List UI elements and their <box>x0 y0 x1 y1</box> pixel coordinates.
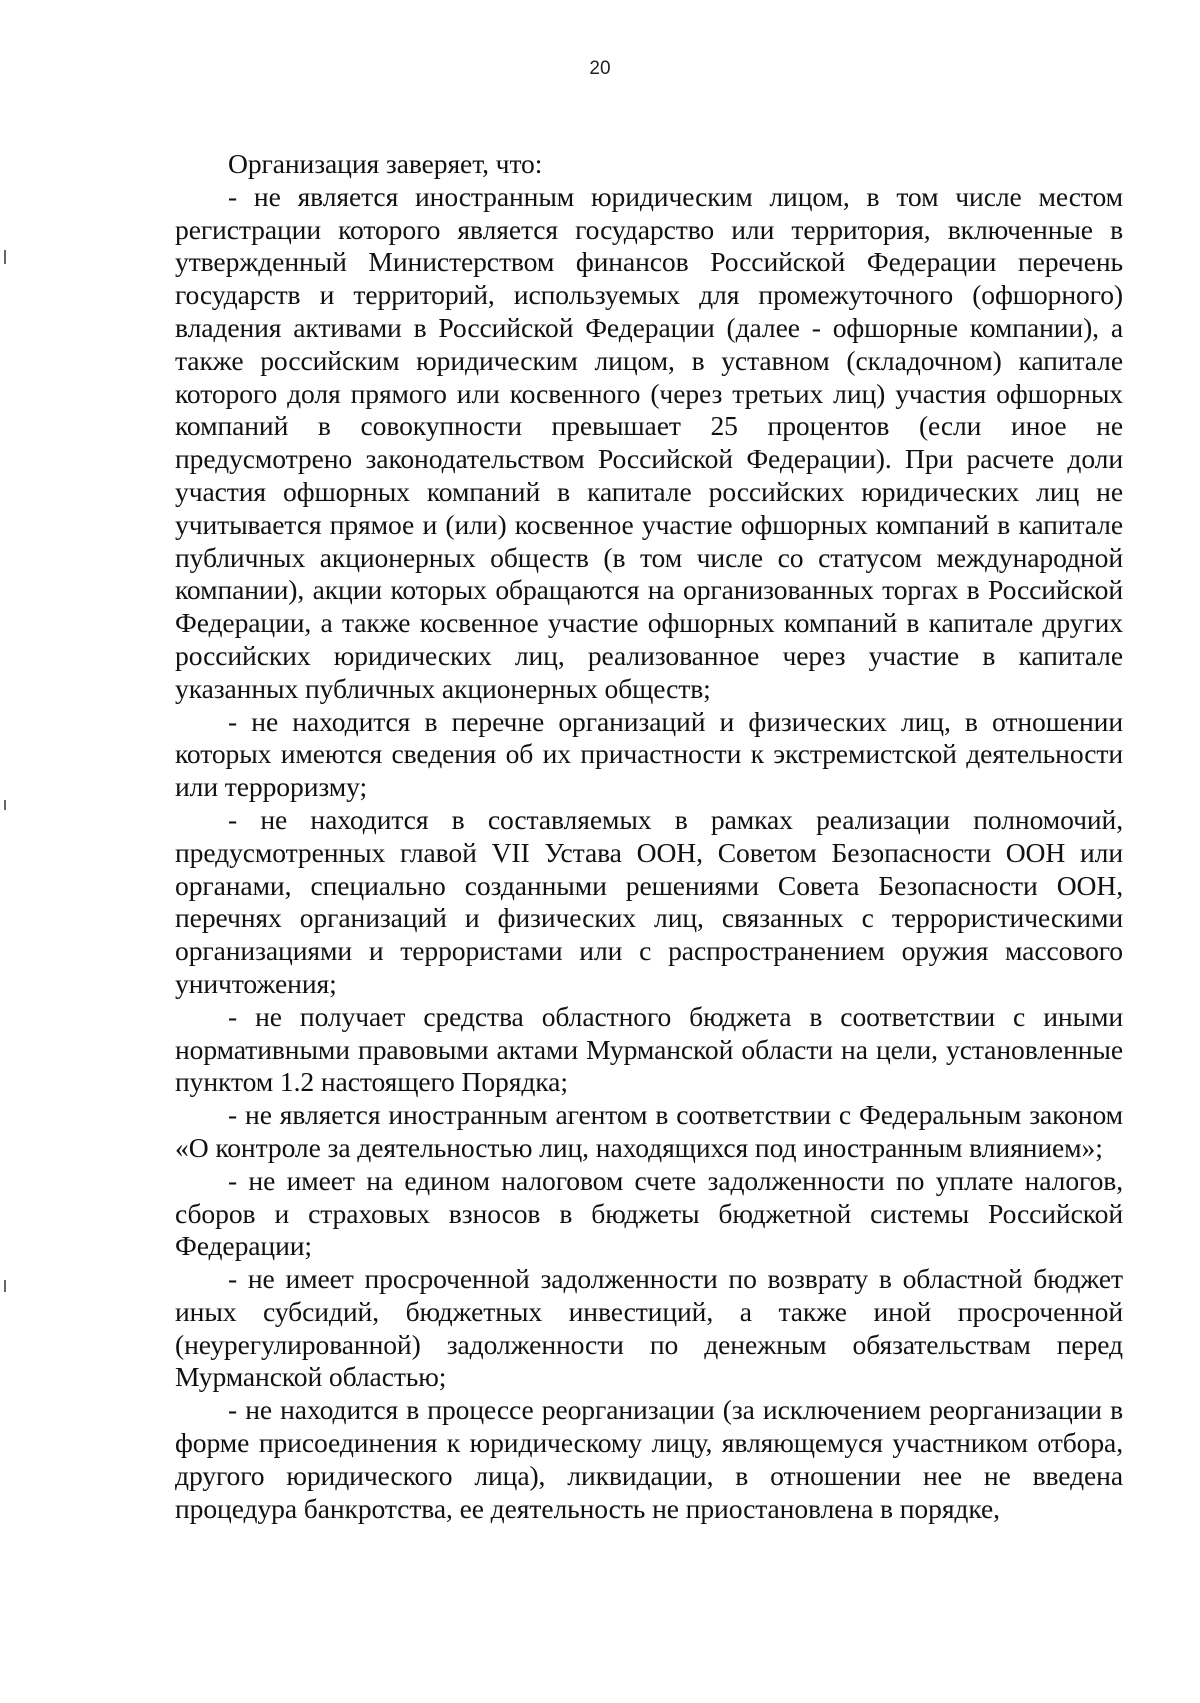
clause-extremism: - не находится в перечне организаций и физических лиц, в отношении которых имеются сведения об их причастности к экстремистской деятельности или терроризму; <box>175 705 1123 803</box>
clause-reorganization: - не находится в процессе реорганизации (за исключением реорганизации в форме присоединения к юридическому лицу, являющемуся участником отбора, другого юридического лица), ликвидации, в отношении нее не введена процедура банкротства, ее деятельность не приостановлена в порядке, <box>175 1394 1123 1524</box>
intro-paragraph: Организация заверяет, что: <box>228 148 543 179</box>
clause-offshore: - не является иностранным юридическим лицом, в том числе местом регистрации которого является государство или территория, включенные в утвержденный Министерством финансов Российской Федерации перечень государств и территорий, используемых для промежуточного (офшорного) владения активами в Российской Федерации (далее - офшорные компании), а также российским юридическим лицом, в уставном (складочном) капитале которого доля прямого или косвенного (через третьих лиц) участия офшорных компаний в совокупности превышает 25 процентов (если иное не предусмотрено законодательством Российской Федерации). При расчете доли участия офшорных компаний в капитале российских юридических лиц не учитывается прямое и (или) косвенное участие офшорных компаний в капитале публичных акционерных обществ (в том числе со статусом международной компании), акции которых обращаются на организованных торгах в Российской Федерации, а также косвенное участие офшорных компаний в капитале других российских юридических лиц, реализованное через участие в капитале указанных публичных акционерных обществ; <box>175 180 1123 704</box>
clause-tax-debt: - не имеет на едином налоговом счете задолженности по уплате налогов, сборов и страховых взносов в бюджеты бюджетной системы Российской Федерации; <box>175 1164 1123 1262</box>
clause-foreign-agent: - не является иностранным агентом в соответствии с Федеральным законом «О контроле за деятельностью лиц, находящихся под иностранным влиянием»; <box>175 1099 1123 1163</box>
clause-un-security-council: - не находится в составляемых в рамках реализации полномочий, предусмотренных главой VII Устава ООН, Советом Безопасности ООН или органами, специально созданными решениями Совета Безопасности ООН, перечнях организаций и физических лиц, связанных с террористическими организациями и террористами или с распространением оружия массового уничтожения; <box>175 803 1123 999</box>
page-number: 20 <box>589 58 611 79</box>
clause-overdue-debt: - не имеет просроченной задолженности по возврату в областной бюджет иных субсидий, бюджетных инвестиций, а также иной просроченной (неурегулированной) задолженности по денежным обязательствам перед Мурманской областью; <box>175 1263 1123 1393</box>
scan-margin-mark <box>4 800 6 810</box>
scan-margin-mark <box>4 1280 6 1292</box>
document-body <box>175 148 1123 1525</box>
scan-margin-mark <box>4 250 6 264</box>
clause-regional-budget: - не получает средства областного бюджета в соответствии с иными нормативными правовыми актами Мурманской области на цели, установленные пунктом 1.2 настоящего Порядка; <box>175 1000 1123 1098</box>
